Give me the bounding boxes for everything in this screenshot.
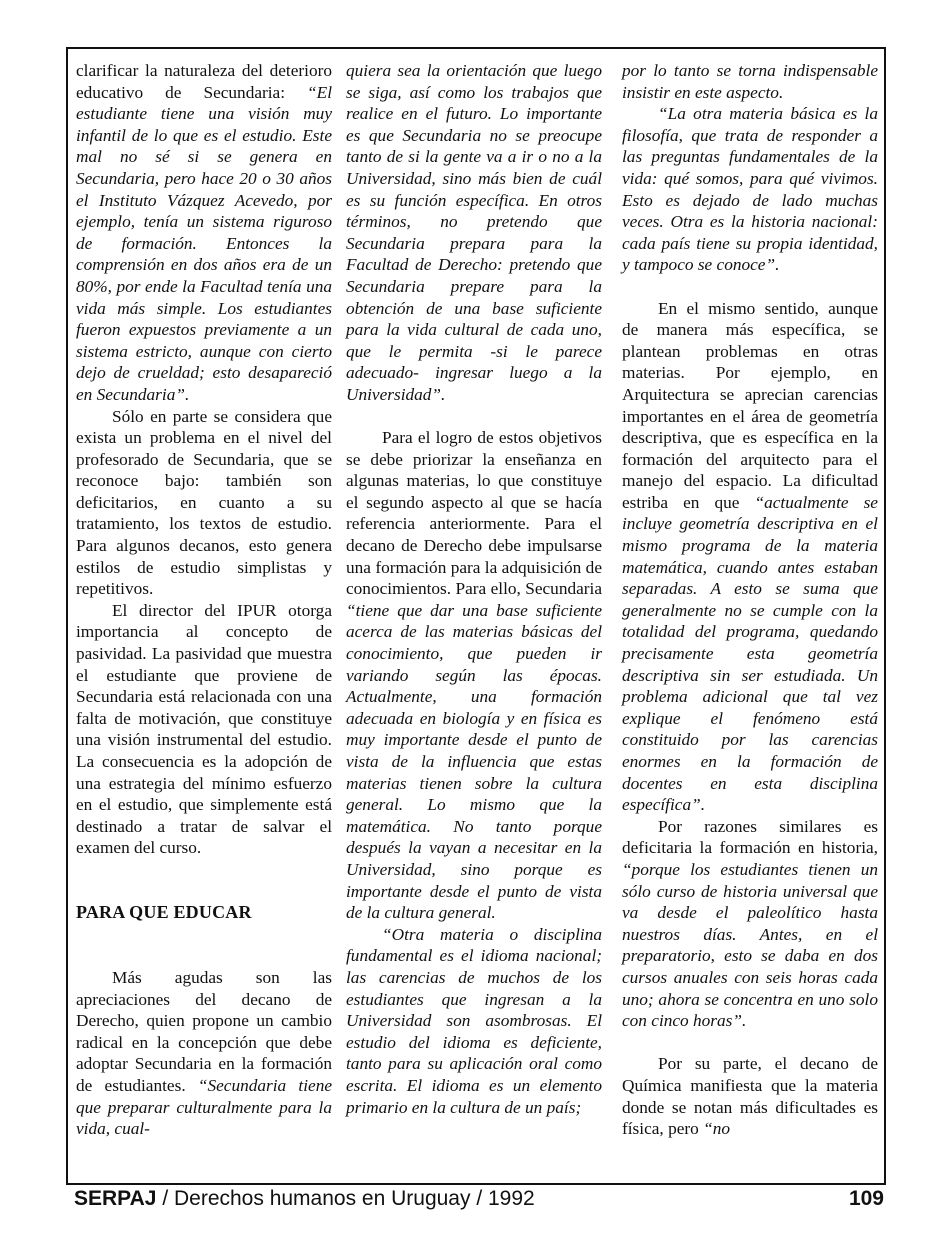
paragraph-text: Más agudas son las apreciaciones del decano de Derecho, quien propone un cambio radical en la concepción que debe adoptar Secundaria en la formación de estudiantes. [76,967,332,1095]
quote-paragraph: por lo tanto se torna indispensable insistir en este aspecto. [622,61,878,102]
quote-text: “porque los estudiantes tienen un sólo curso de historia universal que va desde el paleolítico hasta nuestros días. Antes, en el preparatorio, esto se daba en dos cursos anuales con seis horas cada uno; ahora se concentra en uno solo con cinco horas”. [622,859,878,1031]
paragraph-text: En el mismo sentido, aunque de manera más específica, se plantean problemas en otras materias. Por ejemplo, en Arquitectura se aprecian carencias importantes en el área de geometría descriptiva, que es específica en la formación del arquitecto para el manejo del espacio. La dificultad estriba en que [622,298,878,512]
section-heading: PARA QUE EDUCAR [76,902,252,923]
paragraph [622,1053,878,1139]
quote-paragraph: quiera sea la orientación que luego se siga, así como los trabajos que realice en el futuro. Lo importante es que Secundaria no se preocupe tanto de si la gente va a ir o no a la Universidad, sino más bien de cuál es su función específica. En otros términos, no pretendo que Secundaria prepara para la Facultad de Derecho: pretendo que Secundaria prepare para la obtención de una base suficiente para la vida cultural de cada uno, que le permita -si le parece adecuado- ingresar luego a la Universidad”. [346,61,602,404]
text-column-1 [76,60,332,1140]
quote-paragraph: “La otra materia básica es la filosofía, que trata de responder a las preguntas fundamentales de la vida: qué somos, para qué vivimos. Esto es dejado de lado muchas veces. Otra es la historia nacional: cada país tiene su propia identidad, y tampoco se conoce”. [622,104,878,275]
quote-paragraph: “Otra materia o disciplina fundamental es el idioma nacional; las carencias de muchos de los estudiantes que ingresan a la Universidad son asombrosas. El estudio del idioma es deficiente, tanto para su aplicación oral como escrita. El idioma es un elemento primario en la cultura de un país; [346,924,602,1117]
quote-text: “Secundaria tiene que preparar culturalmente para la vida, cual- [76,1075,333,1139]
quote-text: “El estudiante tiene una visión muy infantil de lo que es el estudio. Este mal no sé si se genera en Secundaria, pero hace 20 o 30 años el Instituto Vázquez Acevedo, por ejemplo, tenía un sistema riguroso de formación. Entonces la comprensión en dos años era de un 80%, por ende la Facultad tenía una vida más simple. Los estudiantes fueron expuestos previamente a un sistema estricto, aunque con cierto dejo de crueldad; esto desapareció en Secundaria”. [76,82,332,404]
paragraph-text: Por su parte, el decano de Química manifiesta que la materia donde se notan más dificultades es física, pero [622,1054,878,1139]
page-footer [74,1187,886,1217]
text-column-2 [346,60,602,1118]
paragraph-text: clarificar la naturaleza del deterioro educativo de Secundaria: [76,61,332,102]
paragraph [76,967,332,1140]
quote-text: “actualmente se incluye geometría descriptiva en el mismo programa de la materia matemática, cuando antes estaban separadas. A esto se suma que generalmente no se cumple con la totalidad del programa, quedando precisamente esta geometría descriptiva sin ser estudiada. Un problema adicional que tal vez explique el fenómeno está constituido por las carencias enormes en la formación de docentes en esta disciplina específica”. [622,492,878,815]
footer-citation [74,1187,535,1211]
paragraph-text: Para el logro de estos objetivos se debe priorizar la enseñanza en algunas materias, lo que constituye el segundo aspecto al que se hacía referencia anteriormente. Para el decano de Derecho debe impulsarse una formación para la adquisición de conocimientos. Para ello, Secundaria [346,428,602,599]
paragraph [622,816,878,1032]
page-number: 109 [848,1187,884,1210]
paragraph [76,60,332,406]
footer-text: / Derechos humanos en Uruguay / 1992 [156,1187,535,1210]
paragraph [346,427,602,924]
paragraph-text: Por razones similares es deficitaria la formación en historia, [622,816,878,858]
quote-text: “tiene que dar una base suficiente acerca de las materias básicas del conocimiento, que pueden ir variando según las épocas. Actualmente, una formación adecuada en biología y en física es muy importante desde el punto de vista de la influencia que estas materias tienen sobre la cultura general. Lo mismo que la matemática. No tanto porque después la vayan a necesitar en la Universidad, sino porque es importante desde el punto de vista de la cultura general. [346,600,602,923]
paragraph: Sólo en parte se considera que exista un problema en el nivel del profesorado de Secundaria, que se reconoce bajo: también son deficitarios, en cuanto a su tratamiento, los textos de estudio. Para algunos decanos, esto genera estilos de estudio simplistas y repetitivos. [76,406,332,599]
text-column-3 [622,60,878,1140]
paragraph: El director del IPUR otorga importancia al concepto de pasividad. La pasividad que muestra el estudiante que proviene de Secundaria está relacionada con una falta de motivación, que constituye una visión instrumental del estudio. La consecuencia es la adopción de una estrategia del mínimo esfuerzo en el estudio, que simplemente está destinado a tratar de salvar el examen del curso. [76,600,332,858]
paragraph [622,298,878,816]
footer-brand: SERPAJ [74,1187,157,1210]
quote-text: “no [703,1119,730,1139]
